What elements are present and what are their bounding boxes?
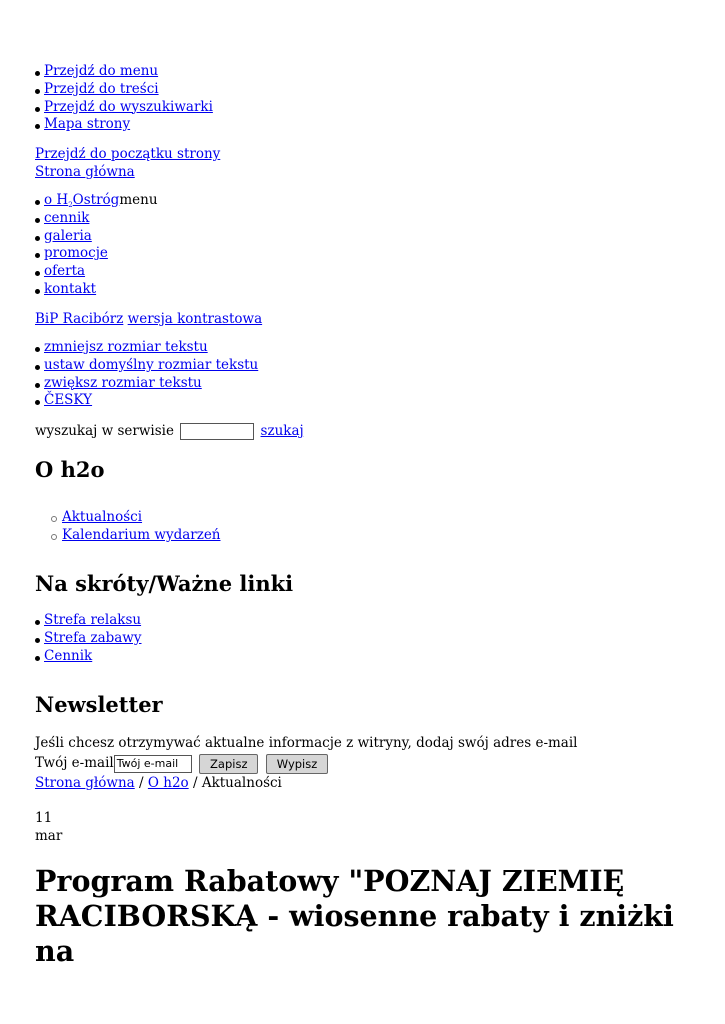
newsletter-description: Jeśli chcesz otrzymywać aktualne informacje z witryny, dodaj swój adres e-mail — [35, 735, 578, 751]
relax-zone-link[interactable]: Strefa relaksu — [44, 612, 142, 628]
newsletter-form — [35, 753, 328, 773]
article-day: 11 — [35, 810, 53, 826]
events-calendar-link[interactable]: Kalendarium wydarzeń — [62, 526, 221, 543]
menu-oferta-link[interactable]: oferta — [44, 263, 86, 280]
breadcrumb-section-link[interactable]: O h2o — [147, 775, 189, 791]
article-title: Program Rabatowy "POZNAJ ZIEMIĘ RACIBORSKĄ - wiosenne rabaty i zniżki na — [35, 864, 674, 968]
decrease-text-link[interactable]: zmniejsz rozmiar tekstu — [44, 339, 208, 355]
newsletter-email-label: Twój e-mail — [35, 755, 114, 771]
article-month: mar — [35, 828, 63, 844]
search-form — [35, 422, 304, 440]
main-menu — [35, 192, 158, 299]
shortcut-item — [35, 648, 142, 666]
breadcrumb-current: Aktualności — [201, 775, 282, 791]
menu-about-prefix: o H — [44, 192, 69, 208]
skip-to-content-link[interactable]: Przejdź do treści — [44, 80, 159, 97]
search-label: wyszukaj w serwisie — [35, 423, 174, 439]
menu-promocje-link[interactable]: promocje — [44, 245, 108, 262]
about-item — [35, 527, 221, 545]
bip-link[interactable]: BiP Racibórz — [35, 311, 124, 327]
shortcuts-heading: Na skróty/Ważne linki — [35, 571, 294, 596]
shortcut-item — [35, 630, 142, 648]
menu-item-oferta — [35, 263, 158, 281]
menu-about-suffix: Ostróg — [72, 192, 120, 208]
menu-item-cennik — [35, 210, 158, 228]
search-button[interactable]: szukaj — [260, 423, 304, 439]
article-date — [35, 809, 62, 845]
about-heading: O h2o — [35, 457, 105, 482]
breadcrumb-separator: / — [192, 775, 198, 791]
skip-link-menu — [35, 63, 213, 81]
about-item — [35, 509, 221, 527]
breadcrumb-home-link[interactable]: Strona główna — [35, 775, 135, 791]
text-tool-item — [35, 339, 258, 357]
subscribe-button[interactable]: Zapisz — [199, 754, 258, 774]
back-to-top-link[interactable]: Przejdź do początku strony — [35, 146, 221, 162]
menu-item-about — [35, 192, 158, 210]
utility-links — [35, 310, 262, 328]
menu-label: menu — [119, 192, 158, 208]
breadcrumb — [35, 774, 282, 792]
contrast-version-link[interactable]: wersja kontrastowa — [127, 311, 263, 327]
text-tool-item — [35, 392, 258, 410]
skip-link-search — [35, 99, 213, 117]
shortcut-item — [35, 612, 142, 630]
breadcrumb-separator: / — [139, 775, 144, 791]
fun-zone-link[interactable]: Strefa zabawy — [44, 629, 142, 646]
skip-to-menu-link[interactable]: Przejdź do menu — [44, 63, 159, 79]
menu-cennik-link[interactable]: cennik — [44, 209, 90, 226]
search-input[interactable] — [180, 423, 254, 440]
skip-links — [35, 63, 213, 134]
newsletter-heading: Newsletter — [35, 692, 163, 717]
menu-item-galeria — [35, 228, 158, 246]
menu-item-kontakt — [35, 281, 158, 299]
top-links — [35, 145, 220, 181]
newsletter-email-input[interactable]: Twój e-mail — [114, 755, 192, 773]
text-tool-item — [35, 357, 258, 375]
home-link[interactable]: Strona główna — [35, 164, 135, 180]
default-text-link[interactable]: ustaw domyślny rozmiar tekstu — [44, 356, 259, 373]
skip-link-sitemap — [35, 116, 213, 134]
unsubscribe-button[interactable]: Wypisz — [266, 754, 329, 774]
price-list-link[interactable]: Cennik — [44, 647, 93, 664]
menu-item-promocje — [35, 245, 158, 263]
czech-language-link[interactable]: ČESKY — [44, 392, 93, 409]
increase-text-link[interactable]: zwiększ rozmiar tekstu — [44, 374, 202, 391]
sitemap-link[interactable]: Mapa strony — [44, 116, 131, 133]
about-submenu — [35, 509, 221, 545]
text-tools — [35, 339, 258, 410]
menu-kontakt-link[interactable]: kontakt — [44, 280, 97, 297]
skip-link-content — [35, 81, 213, 99]
menu-about-link[interactable] — [44, 192, 119, 208]
text-tool-item — [35, 375, 258, 393]
menu-galeria-link[interactable]: galeria — [44, 227, 92, 244]
shortcuts-list — [35, 612, 142, 665]
menu-about-subscript: 2 — [68, 201, 73, 209]
skip-to-search-link[interactable]: Przejdź do wyszukiwarki — [44, 98, 213, 115]
news-link[interactable]: Aktualności — [62, 509, 143, 525]
